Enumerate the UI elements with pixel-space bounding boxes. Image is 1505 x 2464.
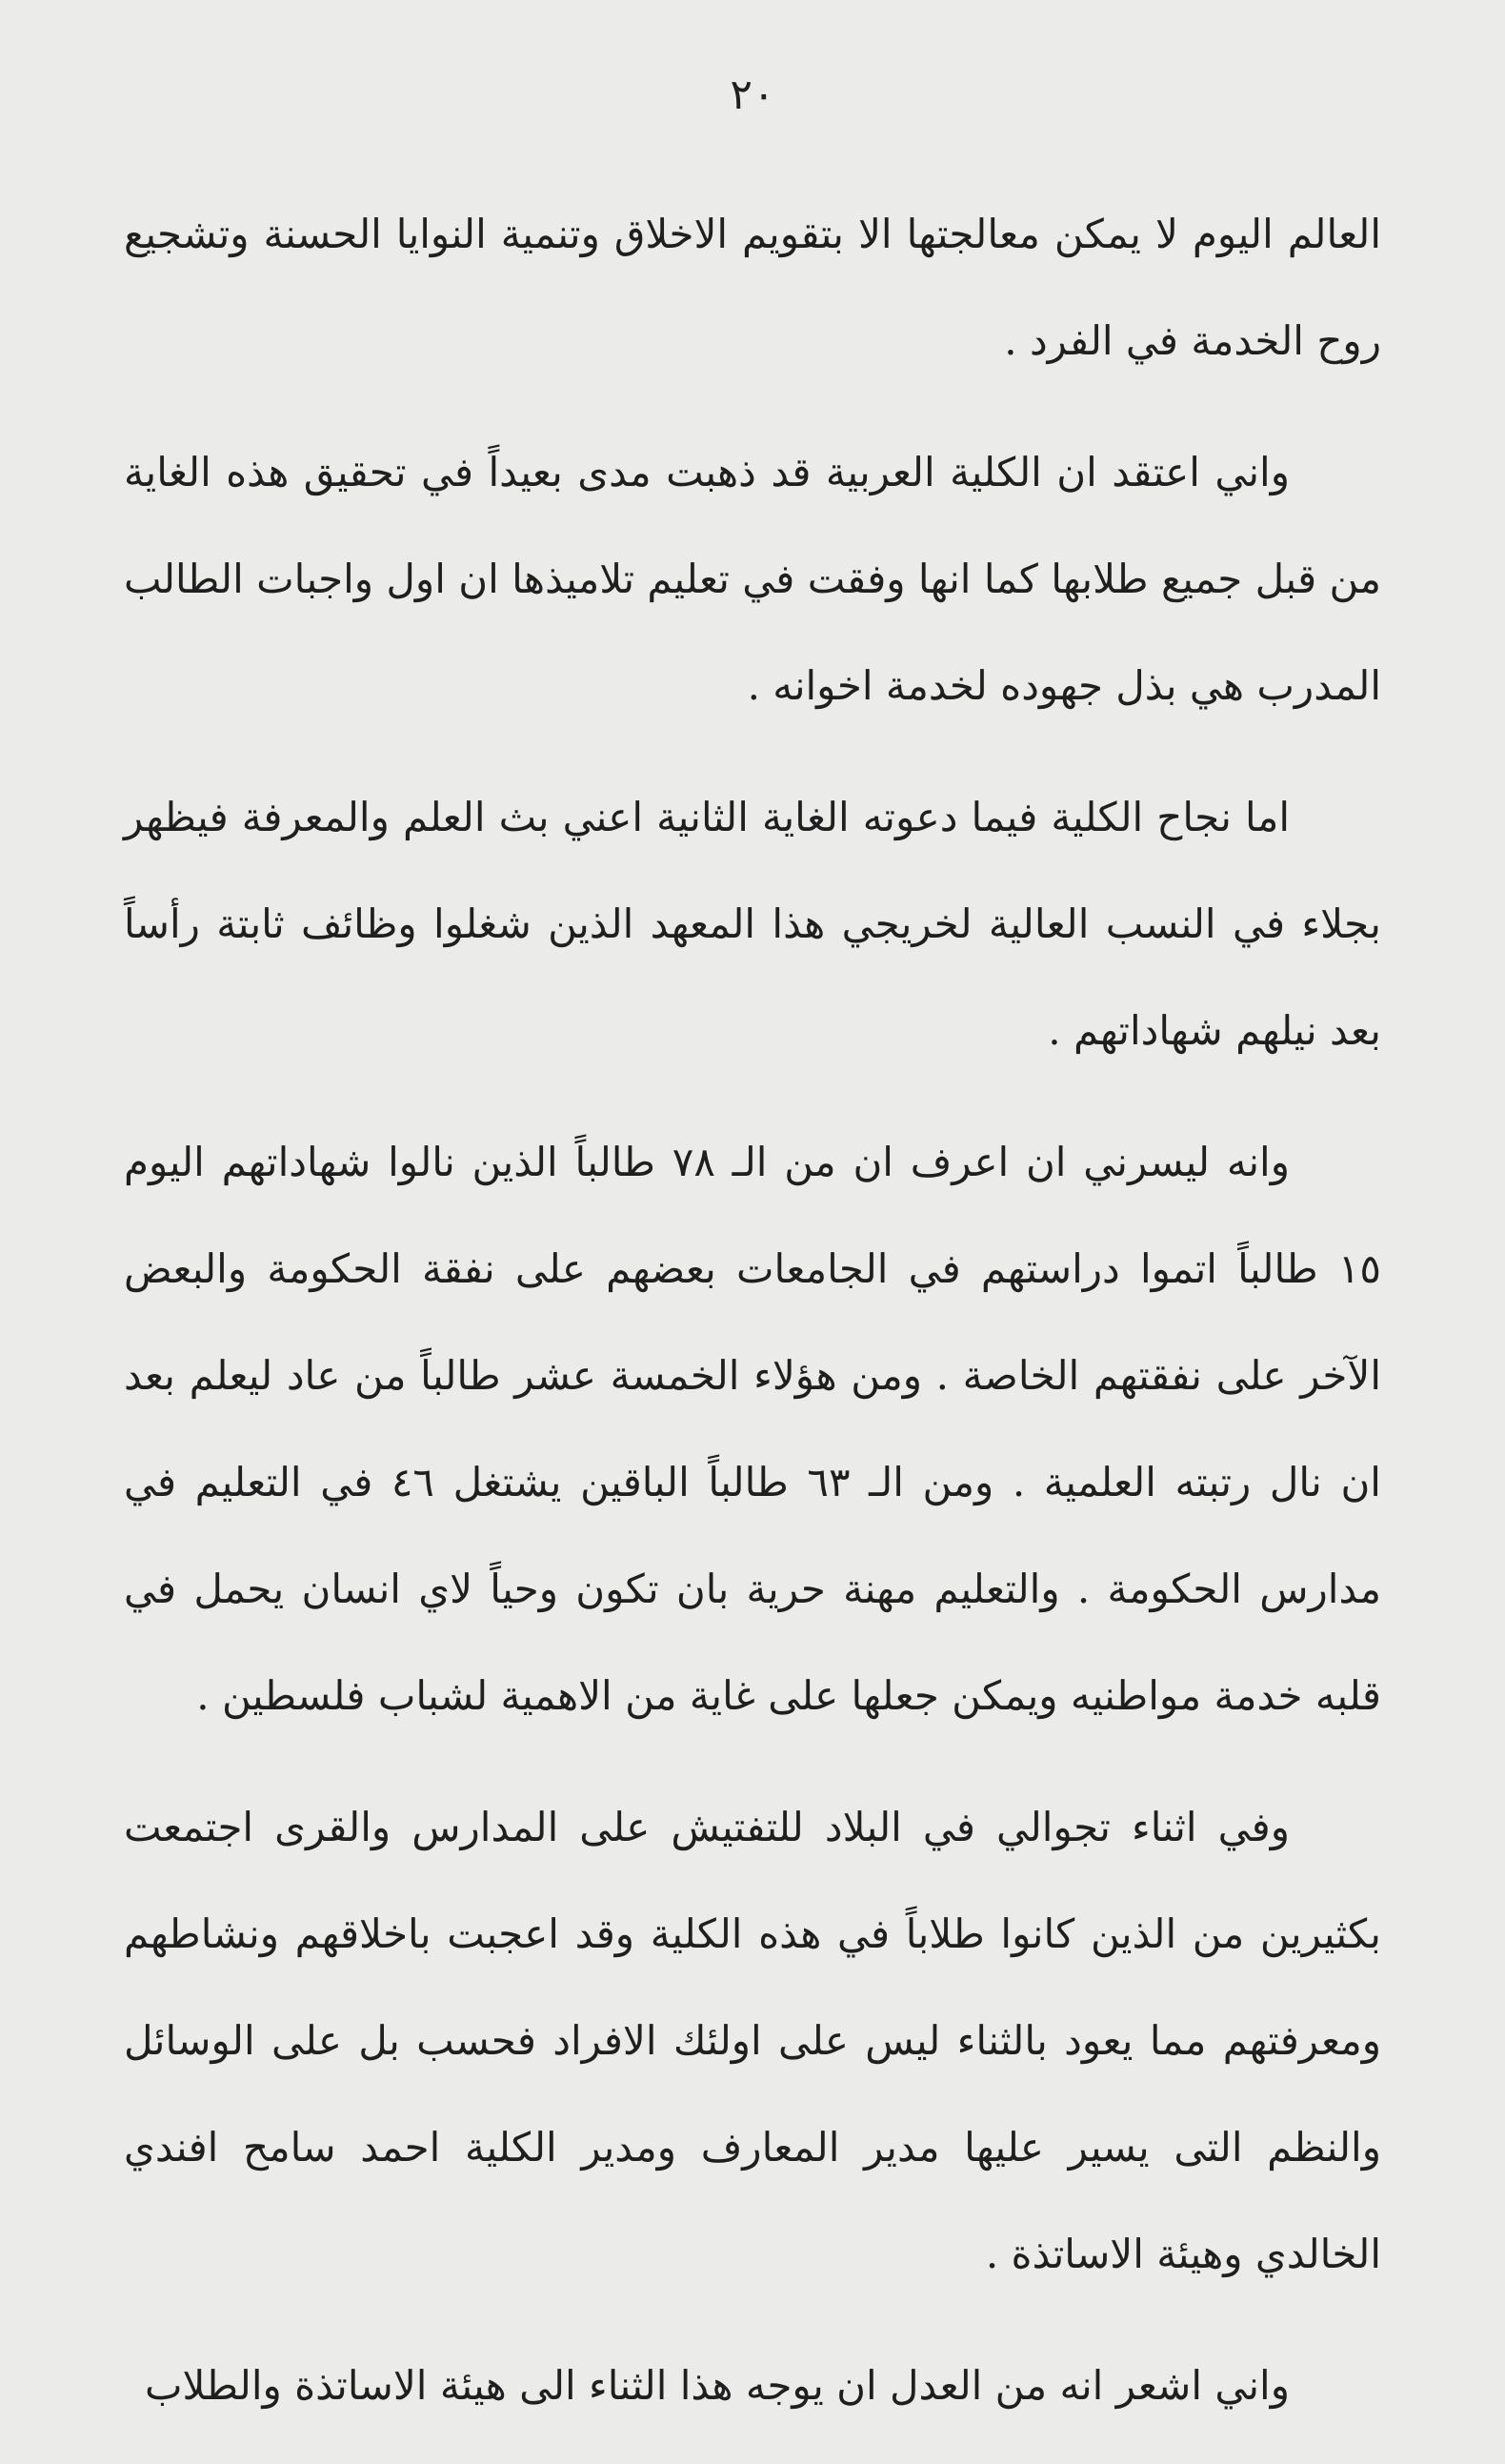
page-number: ٢٠ [730, 71, 775, 119]
paragraph: العالم اليوم لا يمكن معالجتها الا بتقويم الاخلاق وتنمية النوايا الحسنة وتشجيع روح الخدمة في الفرد . [124, 211, 1381, 364]
paragraph: وانه ليسرني ان اعرف ان من الـ ٧٨ طالباً الذين نالوا شهاداتهم اليوم ١٥ طالباً اتموا دراستهم في الجامعات بعضهم على نفقة الحكومة والبعض الآخر على نفقتهم الخاصة . ومن هؤلاء الخمسة عشر طالباً من عاد ليعلم بعد ان نال رتبته العلمية . ومن الـ ٦٣ طالباً الباقين يشتغل ٤٦ في التعليم في مدارس الحكومة . والتعليم مهنة حرية بان تكون وحياً لاي انسان يحمل في قلبه خدمة مواطنيه ويمكن جعلها على غاية من الاهمية لشباب فلسطين . [124, 1139, 1381, 1719]
paragraph: واني اشعر انه من العدل ان يوجه هذا الثناء الى هيئة الاساتذة والطلاب [144, 2362, 1290, 2409]
paragraph: وفي اثناء تجوالي في البلاد للتفتيش على المدارس والقرى اجتمعت بكثيرين من الذين كانوا طلاباً في هذه الكلية وقد اعجبت باخلاقهم ونشاطهم ومعرفتهم مما يعود بالثناء ليس على اولئك الافراد فحسب بل على الوسائل والنظم التى يسير عليها مدير المعارف ومدير الكلية احمد سامح افندي الخالدي وهيئة الاساتذة . [124, 1804, 1381, 2277]
body-text [124, 181, 1381, 2464]
paragraph: اما نجاح الكلية فيما دعوته الغاية الثانية اعني بث العلم والمعرفة فيظهر بجلاء في النسب العالية لخريجي هذا المعهد الذين شغلوا وظائف ثابتة رأساً بعد نيلهم شهاداتهم . [124, 794, 1381, 1054]
paragraph: واني اعتقد ان الكلية العربية قد ذهبت مدى بعيداً في تحقيق هذه الغاية من قبل جميع طلابها كما انها وفقت في تعليم تلاميذها ان اول واجبات الطالب المدرب هي بذل جهوده لخدمة اخوانه . [124, 449, 1381, 709]
